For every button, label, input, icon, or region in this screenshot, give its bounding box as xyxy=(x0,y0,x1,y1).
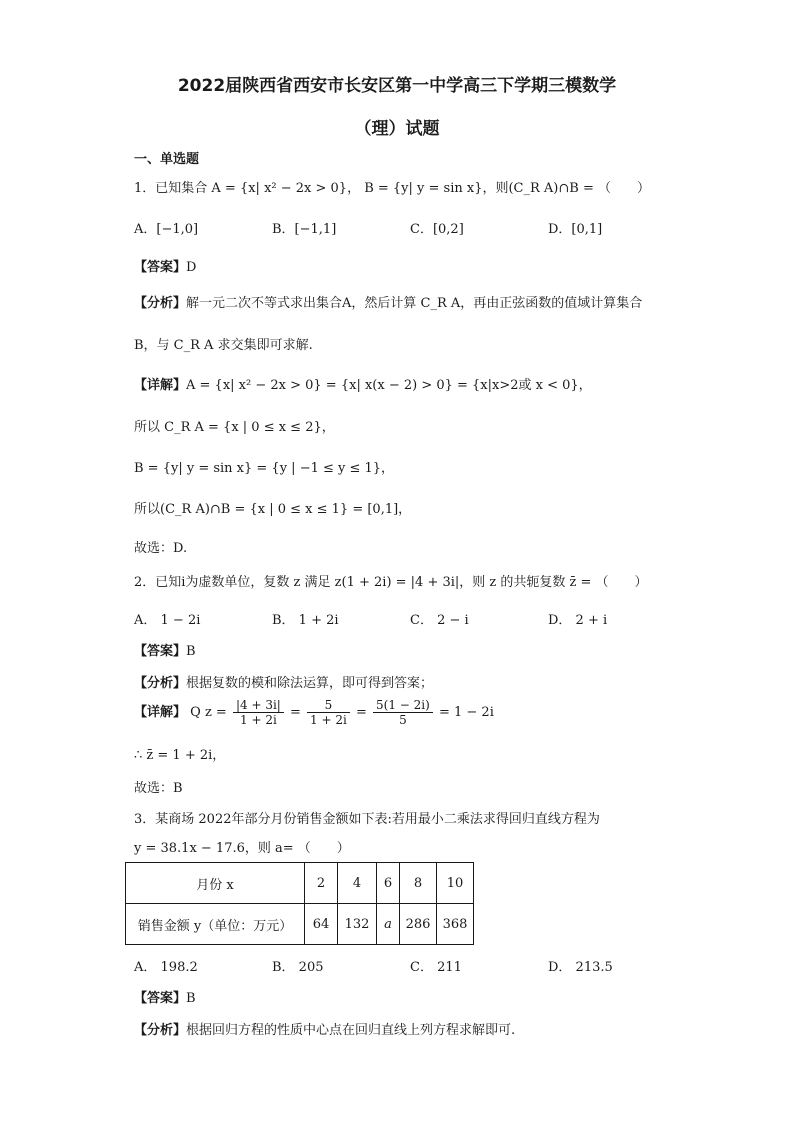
table-header-cell: 销售金额 y（单位：万元） xyxy=(126,904,305,945)
table-cell: 8 xyxy=(400,863,437,904)
table-cell: 4 xyxy=(338,863,377,904)
q3-answer-value: B xyxy=(186,991,196,1006)
q3-answer-tag: 【答案】 xyxy=(134,991,187,1006)
q2-option-d: D． 2 + i xyxy=(548,613,608,628)
table-cell: a xyxy=(377,904,400,945)
q1-analysis-text-1: 解一元二次不等式求出集合A，然后计算 C_R A，再由正弦函数的值域计算集合 xyxy=(186,296,643,311)
table-row xyxy=(126,863,474,904)
q3-analysis-text-1: 根据回归方程的性质中心点在回归直线上列方程求解即可. xyxy=(186,1023,516,1038)
q2-fraction-1 xyxy=(233,698,284,727)
q1-detail-text-2: 所以 C_R A = {x | 0 ≤ x ≤ 2}， xyxy=(134,420,335,435)
q1-option-c: C．[0,2] xyxy=(410,222,464,237)
q2-option-c: C． 2 − i xyxy=(410,613,469,628)
q2-equals-2: = xyxy=(355,705,367,720)
table-row xyxy=(126,904,474,945)
table-cell: 64 xyxy=(305,904,338,945)
q2-answer-tag: 【答案】 xyxy=(134,644,187,659)
title-line-2: （理）试题 xyxy=(354,119,440,139)
q2-choose: 故选：B xyxy=(134,781,183,796)
table-cell: 2 xyxy=(305,863,338,904)
q2-analysis-text-1: 根据复数的模和除法运算，即可得到答案； xyxy=(186,676,434,691)
q3-option-b: B． 205 xyxy=(272,960,324,975)
q3-analysis-tag: 【分析】 xyxy=(134,1023,187,1038)
q2-equals-1: = xyxy=(290,705,301,720)
q1-detail xyxy=(134,374,592,393)
q1-stem: 1．已知集合 A = {x| x² − 2x > 0}， B = {y| y = sin x}，则(C_R A)∩B = （ ） xyxy=(134,181,650,196)
q3-option-c: C． 211 xyxy=(410,960,462,975)
q1-option-d: D．[0,1] xyxy=(548,222,603,237)
q3-stem-1: 3．某商场 2022年部分月份销售金额如下表:若用最小二乘法求得回归直线方程为 xyxy=(134,812,600,827)
table-cell: 132 xyxy=(338,904,377,945)
q2-fraction-2-denominator: 1 + 2i xyxy=(310,713,347,727)
q3-option-d: D． 213.5 xyxy=(548,960,613,975)
q2-answer xyxy=(134,640,196,659)
q1-choose: 故选：D. xyxy=(134,541,188,556)
q3-analysis xyxy=(134,1019,515,1038)
q2-fraction-3 xyxy=(373,698,433,727)
q2-fraction-2 xyxy=(307,698,350,727)
q2-fraction-3-denominator: 5 xyxy=(399,713,407,727)
q1-detail-tag: 【详解】 xyxy=(134,378,187,393)
q2-analysis-tag: 【分析】 xyxy=(134,676,187,691)
q1-answer xyxy=(134,256,196,275)
q1-detail-text-1: A = {x| x² − 2x > 0} = {x| x(x − 2) > 0} = {x|x>2或 x < 0}， xyxy=(186,378,592,393)
q2-detail xyxy=(134,698,494,727)
q1-option-b: B．[−1,1] xyxy=(272,222,337,237)
q1-analysis-tag: 【分析】 xyxy=(134,296,187,311)
q1-analysis xyxy=(134,292,642,311)
q1-answer-value: D xyxy=(186,260,197,275)
q1-answer-tag: 【答案】 xyxy=(134,260,187,275)
table-cell: 10 xyxy=(437,863,474,904)
q3-answer xyxy=(134,987,196,1006)
q1-detail-text-4: 所以(C_R A)∩B = {x | 0 ≤ x ≤ 1} = [0,1]， xyxy=(134,502,412,517)
q2-fraction-1-denominator: 1 + 2i xyxy=(240,713,277,727)
q3-option-a: A． 198.2 xyxy=(134,960,198,975)
q2-option-a: A． 1 − 2i xyxy=(134,613,201,628)
q3-stem-2: y = 38.1x − 17.6，则 a= （ ） xyxy=(134,841,350,856)
q2-answer-value: B xyxy=(186,644,196,659)
title-line-1: 2022届陕西省西安市长安区第一中学高三下学期三模数学 xyxy=(177,76,617,96)
q2-fraction-1-numerator: |4 + 3i| xyxy=(233,698,284,713)
table-cell: 6 xyxy=(377,863,400,904)
table-cell: 286 xyxy=(400,904,437,945)
q2-fraction-2-numerator: 5 xyxy=(307,698,350,713)
q2-detail-tag: 【详解】 xyxy=(134,705,187,720)
q2-analysis xyxy=(134,672,433,691)
sales-table xyxy=(125,862,474,945)
q1-detail-text-3: B = {y| y = sin x} = {y | −1 ≤ y ≤ 1}， xyxy=(134,461,395,476)
q2-detail-suffix: = 1 − 2i xyxy=(438,705,494,720)
table-cell: 368 xyxy=(437,904,474,945)
table-header-cell: 月份 x xyxy=(126,863,305,904)
q2-detail-text-2: ∴ z̄ = 1 + 2i， xyxy=(134,748,226,763)
section-heading: 一、单选题 xyxy=(134,152,200,167)
q2-option-b: B． 1 + 2i xyxy=(272,613,339,628)
q2-fraction-3-numerator: 5(1 − 2i) xyxy=(373,698,433,713)
q1-option-a: A．[−1,0] xyxy=(134,222,199,237)
q1-analysis-text-2: B，与 C_R A 求交集即可求解. xyxy=(134,338,313,353)
q2-detail-prefix: Q z = xyxy=(190,705,227,720)
q2-stem: 2．已知i为虚数单位，复数 z 满足 z(1 + 2i) = |4 + 3i|，则 z 的共轭复数 z̄ = （ ） xyxy=(134,575,648,590)
